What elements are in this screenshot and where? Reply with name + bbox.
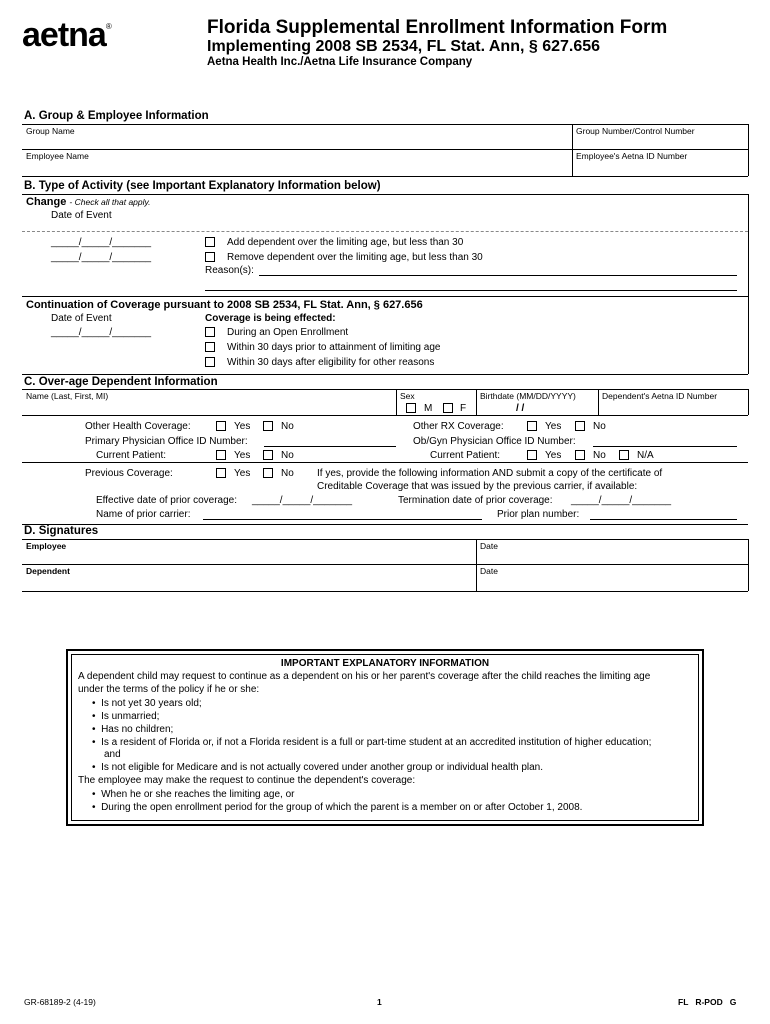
other-health-no-label: No	[281, 421, 294, 432]
other-rx-yes-label: Yes	[545, 421, 562, 432]
info-bullet: • Is unmarried;	[92, 711, 160, 722]
termination-date-field[interactable]: _____/_____/_______	[571, 495, 672, 506]
section-b-heading: B. Type of Activity (see Important Explanatory Information below)	[24, 180, 381, 192]
sex-f-checkbox[interactable]	[443, 403, 453, 413]
current-patient-label-2: Current Patient:	[430, 450, 501, 461]
change-date-1[interactable]: _____/_____/_______	[51, 237, 152, 248]
change-date-2[interactable]: _____/_____/_______	[51, 252, 152, 263]
previous-coverage-yes-label: Yes	[234, 468, 251, 479]
current-patient-2-yes-label: Yes	[545, 450, 562, 461]
info-intro-2: under the terms of the policy if he or she:	[78, 684, 260, 695]
other-health-no-checkbox[interactable]	[263, 421, 273, 431]
info-employee-request: The employee may make the request to continue the dependent's coverage:	[78, 775, 416, 786]
within-30-after-label: Within 30 days after eligibility for other reasons	[227, 357, 435, 368]
prior-plan-field[interactable]	[590, 519, 737, 520]
company-name: Aetna Health Inc./Aetna Life Insurance Company	[207, 56, 473, 68]
form-number: GR-68189-2 (4-19)	[24, 997, 96, 1007]
section-a-heading: A. Group & Employee Information	[24, 110, 209, 122]
dependent-id-label: Dependent's Aetna ID Number	[602, 391, 718, 401]
dependent-name-label: Name (Last, First, MI)	[26, 391, 109, 401]
effective-date-label: Effective date of prior coverage:	[96, 495, 238, 506]
employee-date-label: Date	[480, 541, 498, 551]
aetna-logo: aetna®	[22, 16, 111, 54]
other-health-label: Other Health Coverage:	[85, 421, 191, 432]
other-rx-no-label: No	[593, 421, 606, 432]
primary-physician-label: Primary Physician Office ID Number:	[85, 436, 248, 447]
continuation-date[interactable]: _____/_____/_______	[51, 327, 152, 338]
reasons-line-1[interactable]	[259, 275, 737, 276]
info-bullet: • During the open enrollment period for the group of which the parent is a member on or after October 1, 2008.	[92, 802, 583, 813]
date-of-event-label-2: Date of Event	[51, 313, 112, 324]
employee-id-label: Employee's Aetna ID Number	[576, 151, 688, 161]
continuation-heading: Continuation of Coverage pursuant to 2008 SB 2534, FL Stat. Ann, § 627.656	[26, 299, 423, 311]
page-number: 1	[377, 997, 382, 1007]
previous-coverage-yes-checkbox[interactable]	[216, 468, 226, 478]
info-bullet-continuation: and	[104, 749, 121, 760]
sex-label: Sex	[400, 391, 415, 401]
reasons-label: Reason(s):	[205, 265, 254, 276]
employee-signature-label: Employee	[26, 541, 67, 551]
change-label: Change - Check all that apply.	[26, 196, 151, 208]
current-patient-2-yes-checkbox[interactable]	[527, 450, 537, 460]
add-dependent-label: Add dependent over the limiting age, but less than 30	[227, 237, 464, 248]
current-patient-2-no-label: No	[593, 450, 606, 461]
section-d-heading: D. Signatures	[24, 525, 99, 537]
form-subtitle: Implementing 2008 SB 2534, FL Stat. Ann, § 627.656	[207, 38, 601, 55]
open-enrollment-label: During an Open Enrollment	[227, 327, 349, 338]
reasons-line-2[interactable]	[205, 290, 737, 291]
primary-physician-field[interactable]	[264, 446, 396, 447]
group-name-label: Group Name	[26, 126, 75, 136]
sex-m-checkbox[interactable]	[406, 403, 416, 413]
form-title: Florida Supplemental Enrollment Information Form	[207, 17, 668, 38]
info-bullet: • Is not eligible for Medicare and is not actually covered under another group or individual health plan.	[92, 762, 544, 773]
dependent-date-label: Date	[480, 566, 498, 576]
info-bullet: • Is a resident of Florida or, if not a Florida resident is a full or part-time student at an accredited institution of higher education;	[92, 737, 652, 748]
current-patient-2-na-label: N/A	[637, 450, 654, 461]
within-30-prior-checkbox[interactable]	[205, 342, 215, 352]
remove-dependent-label: Remove dependent over the limiting age, but less than 30	[227, 252, 483, 263]
current-patient-2-na-checkbox[interactable]	[619, 450, 629, 460]
obgyn-label: Ob/Gyn Physician Office ID Number:	[413, 436, 576, 447]
other-rx-yes-checkbox[interactable]	[527, 421, 537, 431]
previous-coverage-no-checkbox[interactable]	[263, 468, 273, 478]
current-patient-1-yes-label: Yes	[234, 450, 251, 461]
within-30-after-checkbox[interactable]	[205, 357, 215, 367]
prior-carrier-label: Name of prior carrier:	[96, 509, 191, 520]
other-rx-label: Other RX Coverage:	[413, 421, 504, 432]
coverage-effected-label: Coverage is being effected:	[205, 313, 336, 324]
dependent-signature-label: Dependent	[26, 566, 70, 576]
info-title: IMPORTANT EXPLANATORY INFORMATION	[280, 658, 490, 669]
termination-date-label: Termination date of prior coverage:	[398, 495, 553, 506]
group-number-label: Group Number/Control Number	[576, 126, 695, 136]
current-patient-2-no-checkbox[interactable]	[575, 450, 585, 460]
previous-coverage-label: Previous Coverage:	[85, 468, 173, 479]
sex-f-label: F	[460, 403, 467, 414]
effective-date-field[interactable]: _____/_____/_______	[252, 495, 353, 506]
date-of-event-label: Date of Event	[51, 210, 112, 221]
current-patient-1-yes-checkbox[interactable]	[216, 450, 226, 460]
birthdate-field[interactable]: / /	[516, 403, 525, 414]
other-rx-no-checkbox[interactable]	[575, 421, 585, 431]
employee-name-label: Employee Name	[26, 151, 89, 161]
info-intro-1: A dependent child may request to continue as a dependent on his or her parent's coverage after the child reaches the limiting age	[78, 671, 651, 682]
birthdate-label: Birthdate (MM/DD/YYYY)	[480, 391, 576, 401]
form-code: FL R-POD G	[678, 997, 737, 1007]
other-health-yes-checkbox[interactable]	[216, 421, 226, 431]
obgyn-field[interactable]	[593, 446, 737, 447]
sex-m-label: M	[424, 403, 433, 414]
current-patient-1-no-label: No	[281, 450, 294, 461]
info-bullet: • Is not yet 30 years old;	[92, 698, 202, 709]
if-yes-text-2: Creditable Coverage that was issued by the previous carrier, if available:	[317, 481, 638, 492]
prior-plan-label: Prior plan number:	[497, 509, 580, 520]
prior-carrier-field[interactable]	[203, 519, 482, 520]
previous-coverage-no-label: No	[281, 468, 294, 479]
add-dependent-checkbox[interactable]	[205, 237, 215, 247]
section-c-heading: C. Over-age Dependent Information	[24, 376, 218, 388]
info-bullet: • When he or she reaches the limiting age, or	[92, 789, 295, 800]
open-enrollment-checkbox[interactable]	[205, 327, 215, 337]
current-patient-label-1: Current Patient:	[96, 450, 167, 461]
other-health-yes-label: Yes	[234, 421, 251, 432]
if-yes-text-1: If yes, provide the following information AND submit a copy of the certificate of	[317, 468, 663, 479]
within-30-prior-label: Within 30 days prior to attainment of limiting age	[227, 342, 441, 353]
info-bullet: • Has no children;	[92, 724, 174, 735]
current-patient-1-no-checkbox[interactable]	[263, 450, 273, 460]
remove-dependent-checkbox[interactable]	[205, 252, 215, 262]
